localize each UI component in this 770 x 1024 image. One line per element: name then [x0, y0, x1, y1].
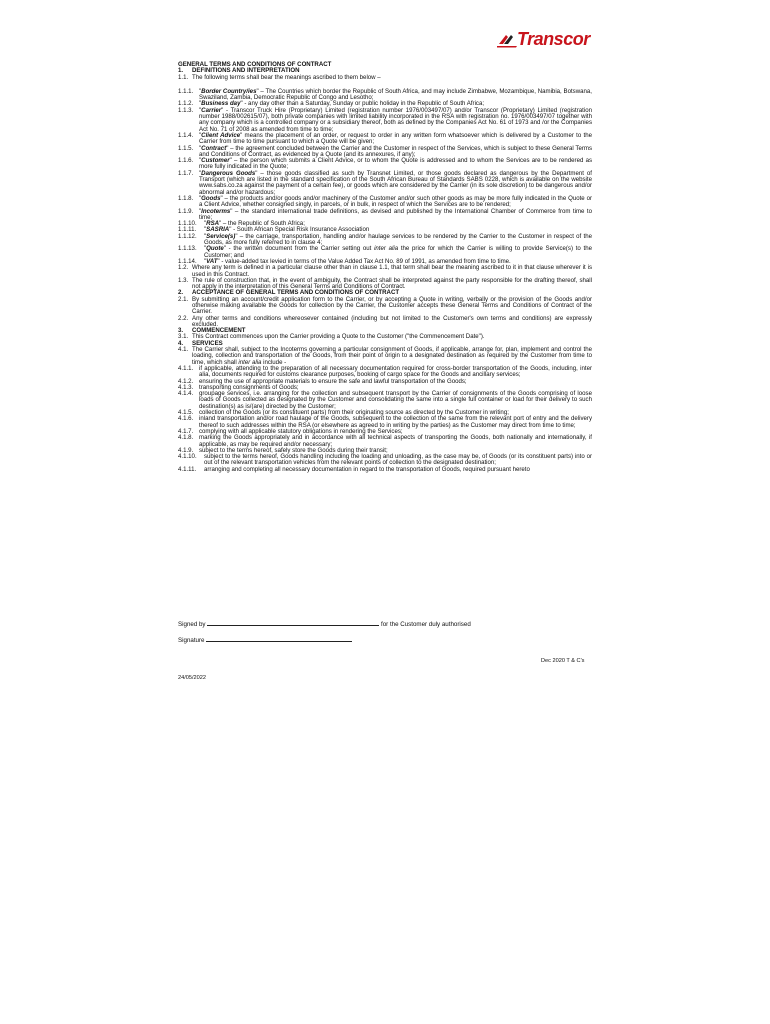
signature-line[interactable] — [206, 641, 352, 642]
brand-name: Transcor — [517, 29, 590, 49]
footer-date: 24/05/2022 — [178, 675, 206, 681]
definition-item: 1.1.8. "Goods" – the products and/or goods and/or machinery of the Customer and/or such other goods as may be more fully indicated in the Quote or a Client Advice, whether consigned singly, in parcels, or in bulk, in respect of which the Services are to be rendered; — [178, 194, 592, 209]
service-item: 4.1.11. arranging and completing all necessary documentation in regard to the transportation of Goods, required pursuant hereto — [178, 465, 530, 473]
signed-by-label: Signed by — [178, 621, 206, 628]
clause: 4.1. The Carrier shall, subject to the Incoterms governing a particular consignment of Goods, if applicable, arrange for, plan, implement and control the loading, collection and transportation of the Goods, from their point of origin to a designated destination as required by the Customer from time to time, which shall inter alia include - — [178, 346, 592, 366]
service-item: 4.1.7. complying with all applicable statutory obligations in rendering the Services; — [178, 427, 403, 435]
defined-term: Customer — [201, 157, 230, 165]
clause: 2.2. Any other terms and conditions whereosever contained (including but not limited to the Customer's own terms and conditions) are expressly excluded. — [178, 314, 592, 328]
service-item: 4.1.3. transporting consignments of Goods; — [178, 383, 299, 391]
defined-term: SASRIA — [206, 226, 230, 234]
signed-by-row — [178, 621, 471, 628]
definition-item: 1.1.2. "Business day" - any day other than a Saturday, Sunday or public holiday in the Republic of South Africa; — [178, 100, 485, 108]
section-heading: 1. DEFINITIONS AND INTERPRETATION — [178, 67, 300, 75]
defined-term: Incoterms — [201, 207, 231, 215]
clause: 3.1. This Contract commences upon the Carrier providing a Quote to the Customer ("the Commencement Date"). — [178, 333, 485, 341]
footer-version: Dec 2020 T & C's — [541, 658, 585, 664]
defined-term: RSA — [206, 220, 220, 228]
defined-term: Quote — [206, 245, 224, 253]
definition-item: 1.1.7. "Dangerous Goods" – those goods classified as such by Transnet Limited, or those goods declared as dangerous by the Department of Transport (which are listed in the standard specification of the South African Bureau of Standards SABS 0228, which is available on the website www.sabs.co.za against the payment of a certain fee), or goods which are considered by the Carrier (in its sole discretion) to be dangerous and/or abnormal and/or hazardous; — [178, 169, 592, 196]
signed-by-suffix: for the Customer duly authorised — [381, 621, 471, 628]
defined-term: Client Advice — [201, 131, 241, 139]
defined-term: Dangerous Goods — [201, 169, 256, 177]
clause: 1.2. Where any term is defined in a particular clause other than in clause 1.1, that term shall bear the meaning ascribed to it in that clause wherever it is used in this Contract. — [178, 264, 592, 278]
service-item: 4.1.6. inland transportation and/or road haulage of the Goods, subsequent to the collection of the same from the relevant port of entry and the delivery thereof to such addresses within the RSA (or elsewhere as agreed to in writing by the parties) as the Customer may direct from time to time; — [178, 415, 592, 429]
service-item: 4.1.5. collection of the Goods (or its constituent parts) from their originating source as directed by the Customer in writing; — [178, 409, 509, 417]
definition-item: 1.1.13. "Quote" - the written document from the Carrier setting out inter alia the price for which the Carrier is willing to provide Service(s) to the Customer; and — [178, 245, 592, 259]
service-item: 4.1.2. ensuring the use of appropriate materials to ensure the safe and lawful transportation of the Goods; — [178, 377, 467, 385]
defined-term: Business day — [201, 100, 241, 108]
definitions-list — [178, 89, 592, 265]
section-heading: 4. SERVICES — [178, 339, 223, 347]
definition-item: 1.1.5. "Contract" – the agreement concluded between the Carrier and the Customer in respect of the Services, which is subject to these General Terms and Conditions of Contract, as evidenced by a Quote (and its annexures, if any); — [178, 144, 592, 158]
service-item: 4.1.1. if applicable, attending to the preparation of all necessary documentation required for cross-border transportation of the Goods, including, inter alia, documents required for customs clearance purposes, booking of cargo space for the Goods and ancillary services; — [178, 364, 592, 379]
definition-item: 1.1.6. "Customer" – the person which submits a Client Advice, or to whom the Quote is addressed and to whom the Services are to be rendered as more fully indicated in the Quote; — [178, 157, 592, 171]
definition-item: 1.1.1. "Border Country/ies" – The Countries which border the Republic of South Africa, and may include Zimbabwe, Mozambique, Namibia, Botswana, Swaziland, Zambia, Democratic Republic of Congo and Lesotho; — [178, 87, 592, 102]
terms-document — [178, 62, 592, 473]
transcor-logo — [497, 29, 590, 52]
service-item: 4.1.4. groupage services, i.e. arranging for the collection and subsequent transport by the Carrier of consignments of the Goods comprising of loose loads of Goods collected as designated by the Customer and consolidating the same into a single full container or load for their delivery to such destination(s) as is/(are) directed by the Customer; — [178, 390, 592, 410]
service-item: 4.1.8. marking the Goods appropriately and in accordance with all technical aspects of transporting the Goods, both nationally and internationally, if applicable, as may be required and/or necessary; — [178, 434, 592, 448]
section-heading: 2. ACCEPTANCE OF GENERAL TERMS AND CONDITIONS OF CONTRACT — [178, 289, 400, 297]
definition-item: 1.1.4. "Client Advice" means the placement of an order, or request to order in any written form whatsoever which is delivered by a Customer to the Carrier from time to time pursuant to which a Quote will be given; — [178, 131, 592, 146]
defined-term: Carrier — [201, 106, 222, 114]
defined-term: Goods — [201, 194, 221, 202]
clause: 1.3. The rule of construction that, in the event of ambiguity, the Contract shall be interpreted against the party responsible for the drafting thereof, shall not apply in the interpretation of this General Terms and Conditions of Contract. — [178, 276, 592, 291]
definition-item: 1.1.14. "VAT" - value-added tax levied in terms of the Value Added Tax Act No. 89 of 1991, as amended from time to time. — [178, 257, 511, 265]
document-title: GENERAL TERMS AND CONDITIONS OF CONTRACT — [178, 61, 332, 68]
section-heading: 3. COMMENCEMENT — [178, 327, 246, 335]
signed-by-line[interactable] — [207, 625, 379, 626]
transcor-swoosh-icon — [497, 32, 519, 48]
services-list — [178, 366, 592, 473]
definition-item: 1.1.3. "Carrier" - Transcor Truck Hire (Proprietary) Limited (registration number 1976/003497/07) and/or Transcor (Proprietary) Limited (registration number 1988/002615/07), both private companies with limited liability incorporated in the RSA with registration no. 1976/003497/07 together with any company which is a controlled company or a subsidiary thereof, both as defined by the Companies Act No. 61 of 1973 and /or the Companies Act No. 71 of 2008 as amended from time to time; — [178, 106, 592, 133]
definition-item: 1.1.11. "SASRIA" - South African Special Risk Insurance Association — [178, 226, 370, 234]
definition-item: 1.1.12. "Service(s)" – the carriage, transportation, handling and/or haulage services to be rendered by the Carrier to the Customer in respect of the Goods, as more fully referred to in clause 4; — [178, 232, 592, 247]
defined-term: Contract — [201, 144, 227, 152]
service-item: 4.1.9. subject to the terms hereof, safely store the Goods during their transit; — [178, 446, 388, 454]
defined-term: Service(s) — [206, 232, 236, 240]
definition-item: 1.1.9. "Incoterms" – the standard international trade definitions, as devised and published by the International Chamber of Commerce from time to time; — [178, 207, 592, 221]
clause: 1.1. The following terms shall bear the meanings ascribed to them below – — [178, 73, 381, 81]
definition-item: 1.1.10. "RSA" – the Republic of South Africa; — [178, 220, 305, 228]
service-item: 4.1.10. subject to the terms hereof, Goods handling including the loading and unloading, as the case may be, of Goods (or its constituent parts) into or out of the relevant transportation vehicles from the relevant points of collection to the designated destination; — [178, 453, 592, 467]
defined-term: Border Country/ies — [201, 87, 257, 95]
clause: 2.1. By submitting an account/credit application form to the Carrier, or by accepting a Quote in writing, verbally or the provision of the Goods and/or otherwise making available the Goods for collection by the Carrier, the Customer accepts these General Terms and Conditions of Contract of the Carrier. — [178, 295, 592, 316]
defined-term: VAT — [206, 257, 218, 265]
signature-label: Signature — [178, 637, 205, 644]
signature-row — [178, 637, 352, 644]
